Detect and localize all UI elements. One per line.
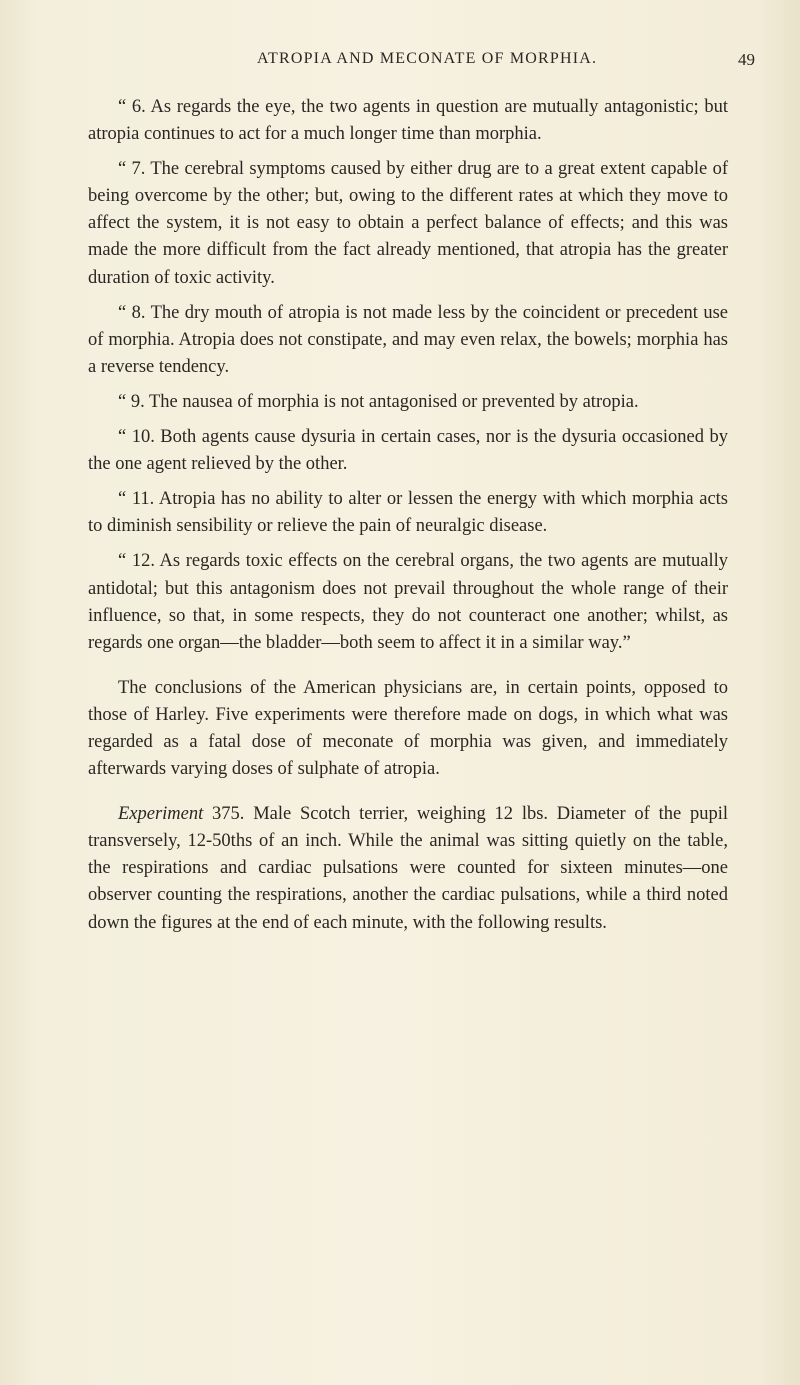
paragraph-experiment (88, 801, 728, 936)
body-text (88, 94, 728, 945)
page-number: 49 (738, 50, 755, 69)
paragraph-8: “ 8. The dry mouth of atropia is not made less by the coincident or precedent use of morphia. Atropia does not constipate, and may even relax, the bowels; morphia has a reverse tendency. (88, 302, 728, 377)
paragraph-12: “ 12. As regards toxic effects on the cerebral organs, the two agents are mutually antidotal; but this antagonism does not prevail throughout the whole range of their influence, so that, in some respects, they do not counteract one another; whilst, as regards one organ—the bladder—both seem to affect it in a similar way.” (88, 551, 728, 653)
experiment-label: Experiment (118, 804, 204, 825)
paragraph-11: “ 11. Atropia has no ability to alter or lessen the energy with which morphia acts to diminish sensibility or relieve the pain of neuralgic disease. (88, 489, 728, 537)
running-title: ATROPIA AND MECONATE OF MORPHIA. (257, 50, 598, 67)
page-header (0, 50, 800, 80)
paragraph-9: “ 9. The nausea of morphia is not antagonised or prevented by atropia. (118, 391, 639, 412)
paragraph-conclusions: The conclusions of the American physicians are, in certain points, opposed to those of Harley. Five experiments were therefore made on dogs, in which what was regarded as a fatal dose of meconate of morphia was given, and immediately afterwards varying doses of sulphate of atropia. (88, 677, 728, 780)
paragraph-10: “ 10. Both agents cause dysuria in certain cases, nor is the dysuria occasioned by the one agent relieved by the other. (88, 427, 728, 475)
paragraph-7: “ 7. The cerebral symptoms caused by either drug are to a great extent capable of being overcome by the other; but, owing to the different rates at which they move to affect the system, it is not easy to obtain a perfect balance of effects; and this was made the more difficult from the fact already mentioned, that atropia has the greater duration of toxic activity. (88, 159, 728, 288)
paragraph-6: “ 6. As regards the eye, the two agents in question are mutually antagonistic; but atropia continues to act for a much longer time than morphia. (88, 97, 728, 145)
experiment-text: 375. Male Scotch terrier, weighing 12 lbs. Diameter of the pupil transversely, 12-50ths of an inch. While the animal was sitting quietly on the table, the respirations and cardiac pulsations were counted for sixteen minutes—one observer counting the respirations, another the cardiac pulsations, while a third noted down the figures at the end of each minute, with the following results. (88, 804, 728, 933)
